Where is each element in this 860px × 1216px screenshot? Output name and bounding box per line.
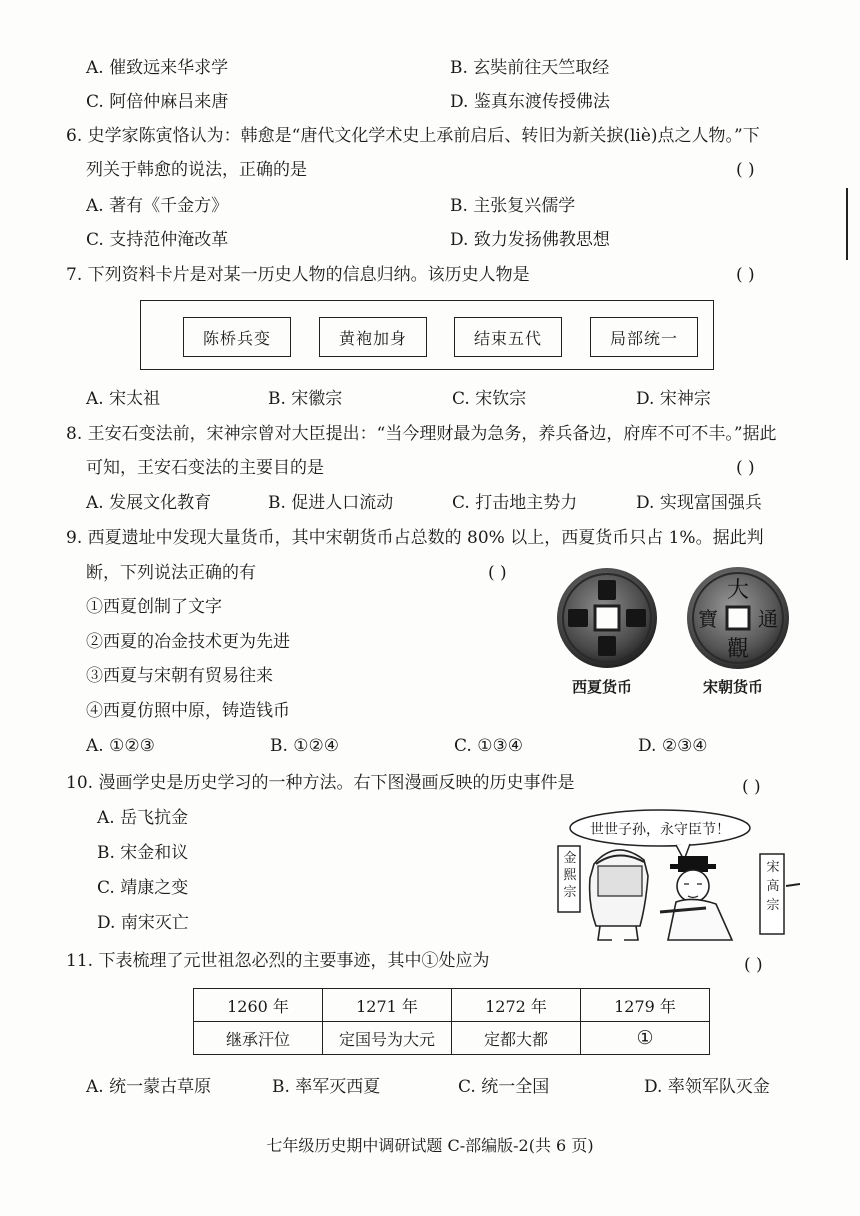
q11-answer-paren: ( ): [744, 955, 763, 975]
q6-answer-paren: ( ): [736, 160, 755, 180]
q7-card-3: 结束五代: [454, 317, 562, 357]
q8-answer-paren: ( ): [736, 458, 755, 478]
q10-option-d: D. 南宋灭亡: [97, 913, 189, 933]
q10-answer-paren: ( ): [742, 777, 761, 797]
q7-stem: 7. 下列资料卡片是对某一历史人物的信息归纳。该历史人物是: [66, 265, 530, 285]
q10-stem: 10. 漫画学史是历史学习的一种方法。右下图漫画反映的历史事件是: [66, 773, 575, 793]
table-row: [194, 1022, 710, 1055]
q8-option-c: C. 打击地主势力: [452, 493, 578, 513]
q11-stem: 11. 下表梳理了元世祖忽必烈的主要事迹，其中①处应为: [66, 951, 490, 971]
q9-statement-1: ①西夏创制了文字: [86, 597, 222, 617]
q7-option-b: B. 宋徽宗: [268, 389, 343, 409]
q6-option-d: D. 致力发扬佛教思想: [450, 230, 610, 250]
song-coin-image: [684, 564, 792, 672]
q8-stem-line1: 8. 王安石变法前，宋神宗曾对大臣提出：“当今理财最为急务，养兵备边，府库不可不丰。”据此: [66, 424, 777, 444]
q7-option-a: A. 宋太祖: [86, 389, 161, 409]
xixia-coin-label: 西夏货币: [572, 678, 633, 696]
q7-card-1: 陈桥兵变: [183, 317, 291, 357]
q9-statement-4: ④西夏仿照中原，铸造钱币: [86, 701, 290, 721]
q8-option-d: D. 实现富国强兵: [636, 493, 762, 513]
page-footer: 七年级历史期中调研试题 C-部编版-2(共 6 页): [266, 1136, 594, 1155]
q5-option-c: C. 阿倍仲麻吕来唐: [86, 92, 229, 112]
q11-option-a: A. 统一蒙古草原: [86, 1077, 212, 1097]
q7-card-4: 局部统一: [590, 317, 698, 357]
q11-timeline-table: [193, 988, 710, 1055]
q5-option-a: A. 催致远来华求学: [86, 58, 229, 78]
event-cell: 定都大都: [452, 1022, 581, 1055]
q9-option-a: A. ①②③: [86, 736, 155, 756]
q7-card-2: 黄袍加身: [319, 317, 427, 357]
q9-statement-3: ③西夏与宋朝有贸易往来: [86, 666, 273, 686]
q7-option-d: D. 宋神宗: [636, 389, 711, 409]
q6-option-a: A. 著有《千金方》: [86, 196, 229, 216]
q6-stem-line2: 列关于韩愈的说法，正确的是: [86, 160, 307, 180]
q5-option-d: D. 鉴真东渡传授佛法: [450, 92, 610, 112]
q10-option-c: C. 靖康之变: [97, 878, 189, 898]
cartoon-right-tag: 宋高宗: [766, 860, 780, 913]
q9-option-c: C. ①③④: [454, 736, 523, 756]
q11-option-d: D. 率领军队灭金: [644, 1077, 770, 1097]
q6-option-c: C. 支持范仲淹改革: [86, 230, 229, 250]
year-cell: 1260 年: [194, 989, 323, 1022]
q9-statement-2: ②西夏的冶金技术更为先进: [86, 632, 290, 652]
event-cell: 定国号为大元: [323, 1022, 452, 1055]
q9-stem-line1: 9. 西夏遗址中发现大量货币，其中宋朝货币占总数的 80% 以上，西夏货币只占 1%。据此判: [66, 528, 764, 548]
q9-option-d: D. ②③④: [638, 736, 708, 756]
song-coin-char-top: 大: [726, 578, 750, 603]
table-row: [194, 989, 710, 1022]
binding-mark: [846, 188, 854, 260]
cartoon-speech-text: 世世子孙，永守臣节！: [590, 822, 730, 838]
song-coin-char-bottom: 觀: [726, 637, 750, 662]
event-cell: 继承汗位: [194, 1022, 323, 1055]
q7-option-c: C. 宋钦宗: [452, 389, 527, 409]
q7-info-card-frame: [140, 300, 714, 370]
song-coin-char-left: 寶: [698, 607, 718, 631]
q8-option-b: B. 促进人口流动: [268, 493, 394, 513]
year-cell: 1271 年: [323, 989, 452, 1022]
q9-stem-line2: 断，下列说法正确的有: [86, 563, 256, 583]
q5-option-b: B. 玄奘前往天竺取经: [450, 58, 610, 78]
q11-option-c: C. 统一全国: [458, 1077, 550, 1097]
event-cell: ①: [581, 1022, 710, 1055]
q6-stem-line1: 6. 史学家陈寅恪认为：韩愈是“唐代文化学术史上承前启后、转旧为新关捩(liè)点之人物。”下: [66, 126, 760, 146]
q8-option-a: A. 发展文化教育: [86, 493, 212, 513]
year-cell: 1272 年: [452, 989, 581, 1022]
q8-stem-line2: 可知，王安石变法的主要目的是: [86, 458, 324, 478]
q9-answer-paren: ( ): [488, 563, 507, 583]
q6-option-b: B. 主张复兴儒学: [450, 196, 576, 216]
song-coin-label: 宋朝货币: [703, 678, 764, 696]
q10-option-b: B. 宋金和议: [97, 843, 189, 863]
q10-option-a: A. 岳飞抗金: [97, 808, 189, 828]
song-coin-char-right: 通: [758, 607, 778, 631]
q9-option-b: B. ①②④: [270, 736, 340, 756]
cartoon-left-tag: 金熙宗: [563, 851, 577, 900]
q7-answer-paren: ( ): [736, 265, 755, 285]
xixia-coin-image: [552, 566, 662, 670]
q11-option-b: B. 率军灭西夏: [272, 1077, 381, 1097]
year-cell: 1279 年: [581, 989, 710, 1022]
